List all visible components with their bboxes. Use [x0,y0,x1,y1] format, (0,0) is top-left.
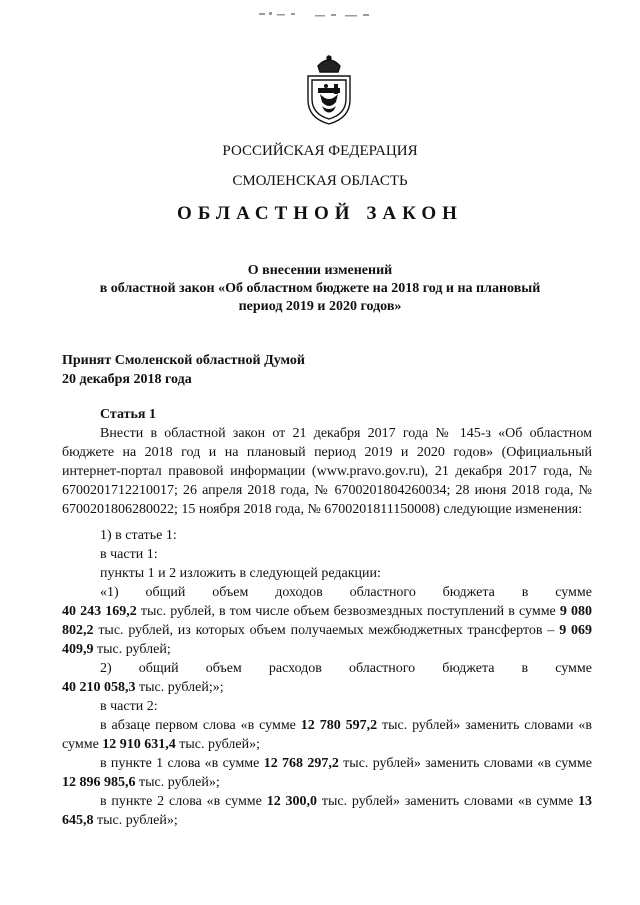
subject-line-2: в областной закон «Об областном бюджете на 2018 год и на плановый [99,281,541,296]
item-1: 1) в статье 1: [100,528,177,543]
smolensk-coat-of-arms-icon [298,52,360,126]
revenue-total: 40 243 169,2 [62,604,137,619]
scan-artifact [255,8,385,22]
points-1-2-instruction: пункты 1 и 2 изложить в следующей редакции: [100,566,381,581]
region-title: СМОЛЕНСКАЯ ОБЛАСТЬ [232,173,408,189]
adoption-body: Принят Смоленской областной Думой [62,353,305,368]
subject-line-1: О внесении изменений [247,263,393,278]
interbudget-transfers-total: 9 069 409,9 [62,623,593,657]
document-type-title: ОБЛАСТНОЙ ЗАКОН [177,203,463,224]
article-heading: Статья 1 [100,407,156,422]
subject-line-3: период 2019 и 2020 годов» [238,299,402,314]
expenditure-total: 40 210 058,3 [62,680,136,695]
country-title: РОССИЙСКАЯ ФЕДЕРАЦИЯ [222,143,418,159]
amendment-paragraph-3: в пункте 2 слова «в сумме 12 300,0 тыс. рублей» заменить словами «в сумме 13 645,8 тыс. рублей»; [62,794,592,828]
point-2-line-1: 2) общий объем расходов областного бюджета в сумме [100,661,592,676]
point-1-line-1: «1) общий объем доходов областного бюджета в сумме [100,585,592,600]
amendment-paragraph-2: в пункте 1 слова «в сумме 12 768 297,2 тыс. рублей» заменить словами «в сумме 12 896 985,6 тыс. рублей»; [62,756,592,790]
point-1-text: 40 243 169,2 тыс. рублей, в том числе объем безвозмездных поступлений в сумме 9 080 802,2 тыс. рублей, из которых объем получаемых межбюджетных трансфертов – 9 069 409,9 тыс. рублей; [62,604,593,657]
article-intro-paragraph: Внести в областной закон от 21 декабря 2017 года № 145-з «Об областном бюджете на 2018 год и на плановый период 2019 и 2020 годов» (Официальный интернет-портал правовой информации (www.pravo.gov.ru), 21 декабря 2017 года, № 6700201712210017; 26 апреля 2018 года, № 6700201804260034; 28 июня 2018 года, № 6700201806280022; 15 ноября 2018 года, № 6700201811150008) следующие изменения: [62,426,592,517]
point-2-text: 40 210 058,3 тыс. рублей;»; [62,680,224,695]
adoption-date: 20 декабря 2018 года [62,372,192,387]
gratuitous-receipts-total: 9 080 802,2 [62,604,593,638]
part-2-label: в части 2: [100,699,158,714]
amendment-paragraph-1: в абзаце первом слова «в сумме 12 780 597,2 тыс. рублей» заменить словами «в сумме 12 910 631,4 тыс. рублей»; [62,718,592,752]
part-1-label: в части 1: [100,547,158,562]
